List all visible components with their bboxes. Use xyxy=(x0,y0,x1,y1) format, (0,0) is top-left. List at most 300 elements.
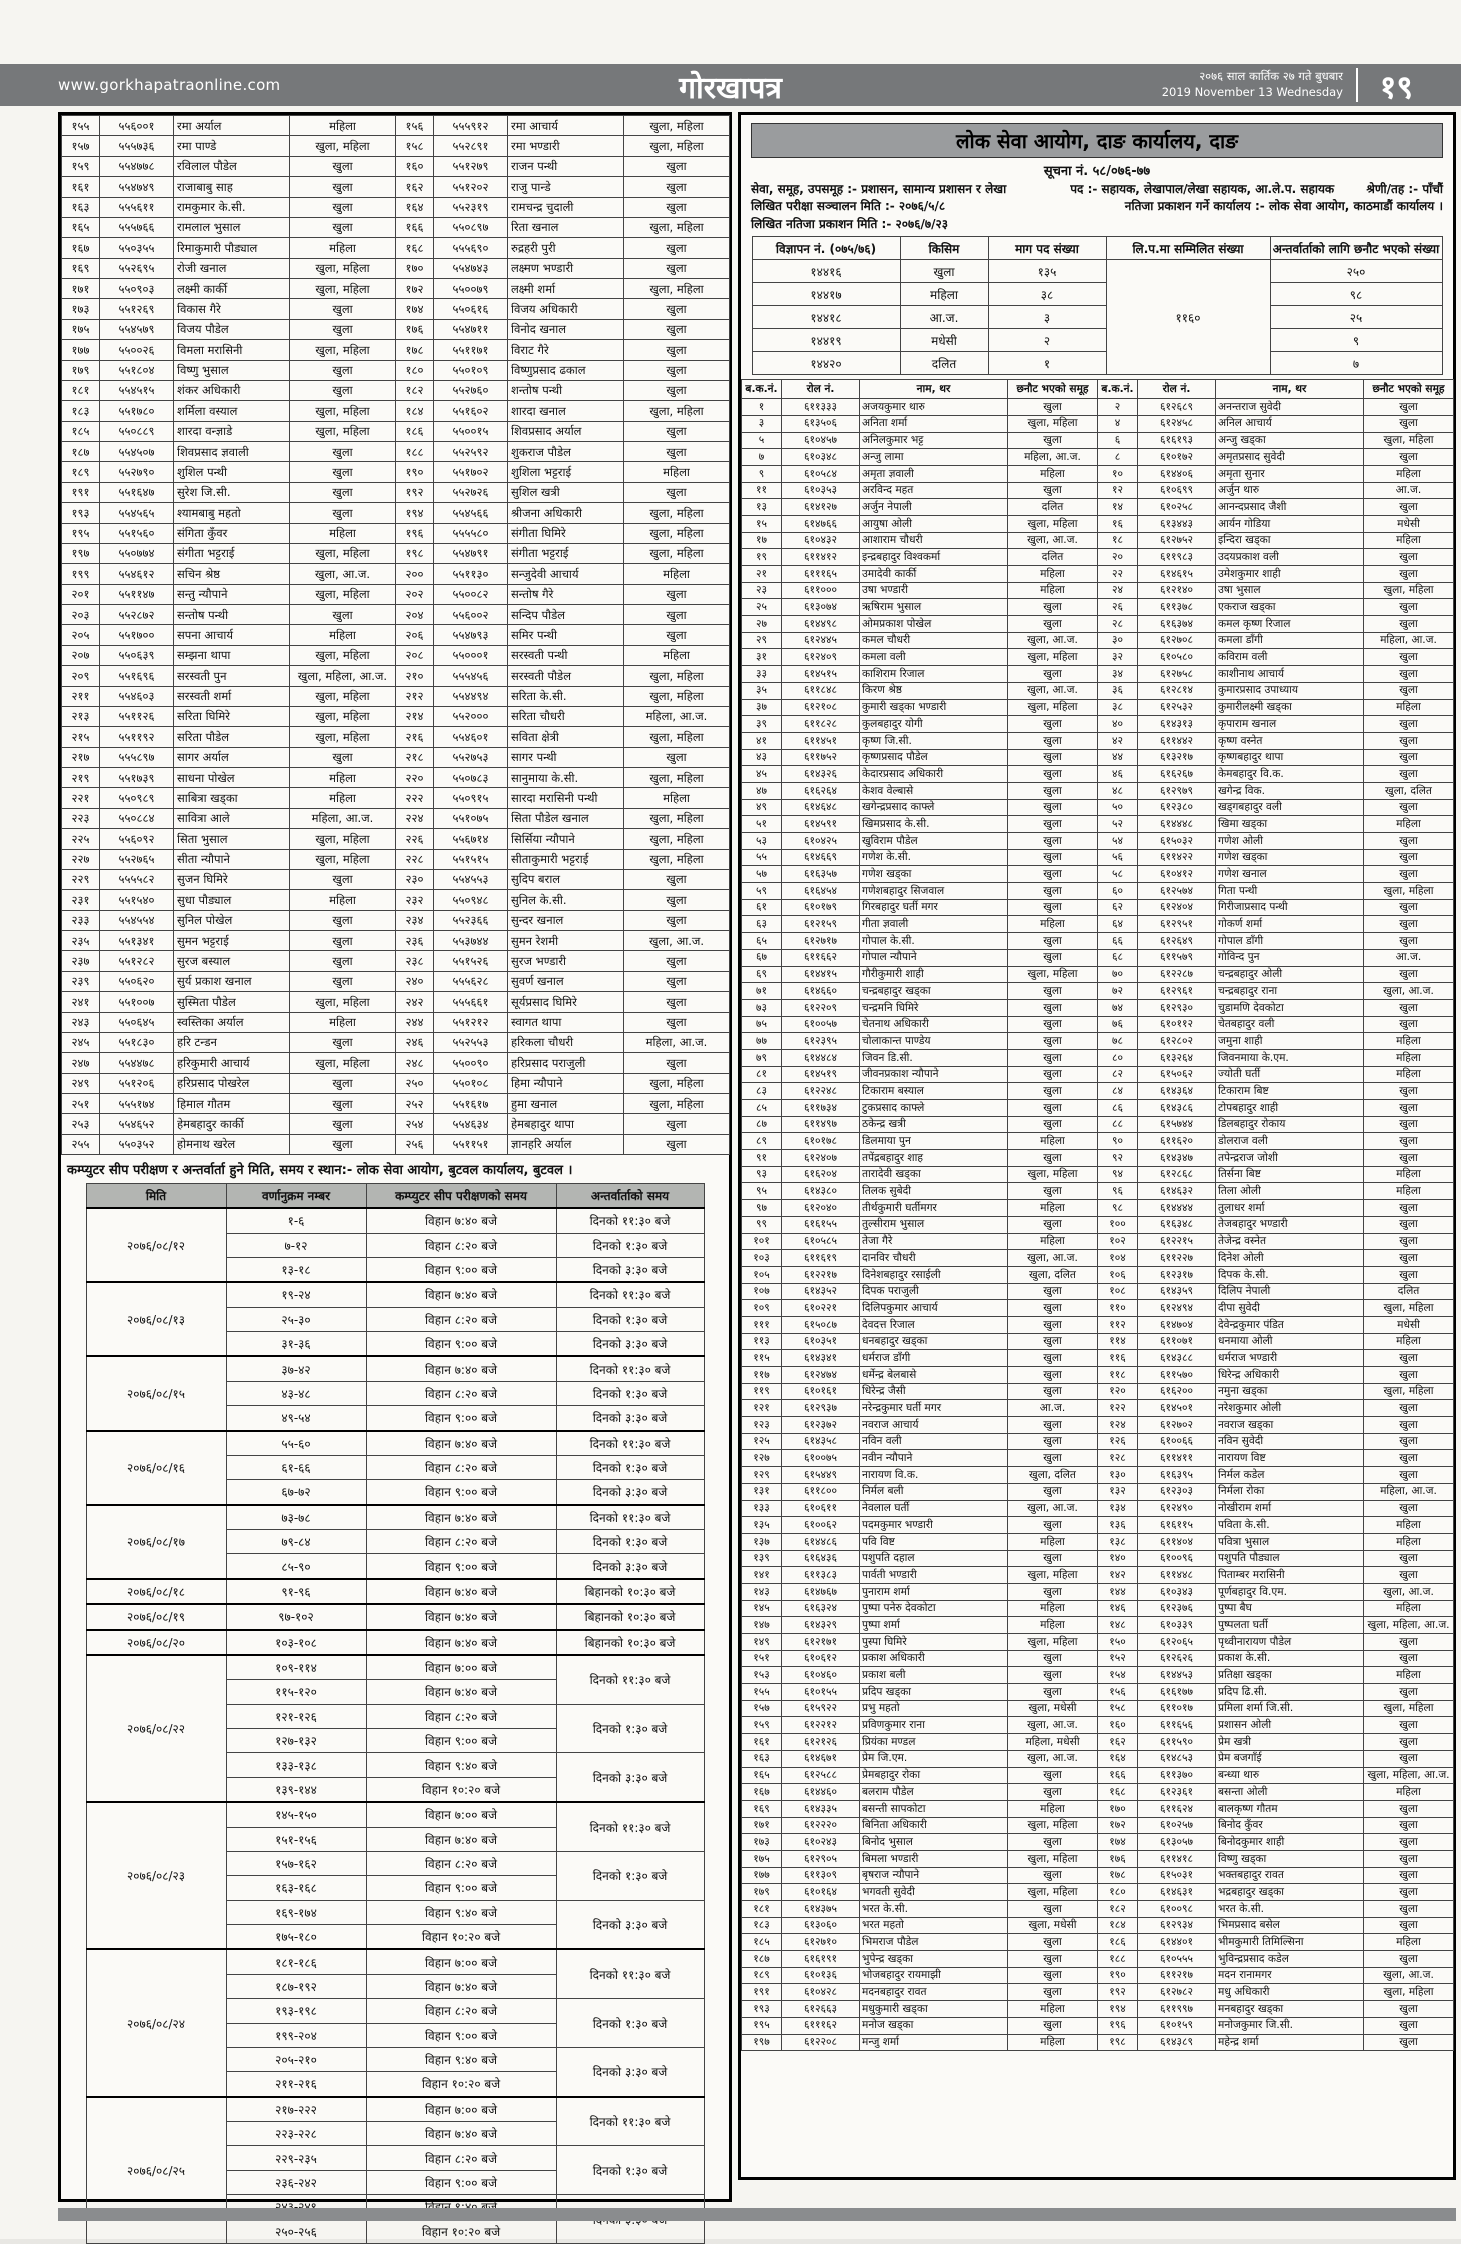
skill-test-time-cell: विहान ९:४० बजे xyxy=(366,2047,556,2071)
serial-number-cell: १९४ xyxy=(396,503,434,523)
candidate-name-cell: खुविराम पौडेल xyxy=(860,833,1008,850)
serial-number-cell: ११३ xyxy=(742,1333,782,1350)
schedule-row xyxy=(86,2097,704,2122)
candidate-name-cell: तिलक सुबेदी xyxy=(860,1183,1008,1200)
selected-group-cell: महिला xyxy=(1364,1934,1454,1951)
serial-number-cell: ११६ xyxy=(1098,1350,1138,1367)
candidate-name-cell: सुजन घिमिरे xyxy=(174,869,290,889)
candidate-name-cell: सरस्वती पुन xyxy=(174,666,290,686)
candidate-row xyxy=(742,1550,1454,1567)
selected-group-cell: खुला xyxy=(1364,599,1454,616)
roll-number-cell: ५५११३० xyxy=(434,564,508,584)
roll-number-cell: ६१२०६५ xyxy=(1138,1634,1216,1651)
selected-group-cell: खुला xyxy=(1364,1116,1454,1133)
summary-header-cell: लि.प.मा सम्मिलित संख्या xyxy=(1106,237,1270,260)
serial-number-cell: २२६ xyxy=(396,829,434,849)
roll-number-cell: ५५२५९२ xyxy=(434,442,508,462)
serial-number-cell: १३० xyxy=(1098,1467,1138,1484)
serial-number-cell: २१३ xyxy=(62,706,100,726)
skill-test-time-cell: विहान ८:२० बजे xyxy=(366,1233,556,1257)
candidate-name-cell: सिता पौडेल खनाल xyxy=(508,808,624,828)
serial-number-cell: १३१ xyxy=(742,1483,782,1500)
candidate-name-cell: कृष्णबहादुर थापा xyxy=(1216,749,1364,766)
list-header-cell: छनौट भएको समूह xyxy=(1008,380,1098,399)
candidate-name-cell: सुमन रेशमी xyxy=(508,931,624,951)
roll-number-cell: ६१०१७८ xyxy=(782,1133,860,1150)
serial-number-cell: २४९ xyxy=(62,1073,100,1093)
serial-number-cell: १९७ xyxy=(62,543,100,563)
selected-group-cell: खुला, आ.ज. xyxy=(290,564,396,584)
skill-test-time-cell: विहान ८:२० बजे xyxy=(366,2146,556,2170)
serial-number-cell: १२ xyxy=(1098,482,1138,499)
candidate-name-cell: सागर पन्थी xyxy=(508,747,624,767)
serial-number-cell: १९१ xyxy=(742,1984,782,2001)
selected-group-cell: खुला xyxy=(1008,2017,1098,2034)
candidate-name-cell: पशुपति दहाल xyxy=(860,1550,1008,1567)
serial-number-cell: १७० xyxy=(1098,1800,1138,1817)
candidate-name-cell: चन्द्रमनि घिमिरे xyxy=(860,999,1008,1016)
serial-number-cell: ६५ xyxy=(742,933,782,950)
candidate-name-cell: धनमाया ओली xyxy=(1216,1333,1364,1350)
candidate-row xyxy=(742,449,1454,466)
candidate-row xyxy=(742,566,1454,583)
serial-number-cell: १४५ xyxy=(742,1600,782,1617)
serial-number-cell: १६२ xyxy=(396,177,434,197)
summary-row xyxy=(752,306,1442,329)
roll-number-cell: ६१००९८ xyxy=(1138,1901,1216,1918)
candidate-name-cell: भोजबहादुर रायमाझी xyxy=(860,1967,1008,1984)
candidate-name-cell: गणेश के.सी. xyxy=(860,849,1008,866)
candidate-name-cell: सुनिल पोखेल xyxy=(174,910,290,930)
candidate-name-cell: हेमबहादुर कार्की xyxy=(174,1114,290,1134)
selected-group-cell: महिला xyxy=(290,116,396,136)
serial-number-cell: ३५ xyxy=(742,682,782,699)
selected-group-cell: खुला, महिला xyxy=(1364,1383,1454,1400)
candidate-name-cell: प्रदिप खड्का xyxy=(860,1684,1008,1701)
selected-group-cell: खुला xyxy=(290,156,396,176)
roll-number-cell: ५५००१५ xyxy=(434,421,508,441)
serial-number-cell: १६९ xyxy=(742,1800,782,1817)
selected-group-cell: खुला xyxy=(1364,933,1454,950)
selected-group-cell: खुला xyxy=(1364,2017,1454,2034)
candidate-name-cell: किरण श्रेष्ठ xyxy=(860,682,1008,699)
serial-number-cell: २८ xyxy=(1098,616,1138,633)
serial-number-cell: ११७ xyxy=(742,1367,782,1384)
candidate-name-cell: लक्ष्मी शर्मा xyxy=(508,279,624,299)
skill-test-time-cell: विहान ७:४० बजे xyxy=(366,2122,556,2146)
serial-number-cell: ५२ xyxy=(1098,816,1138,833)
selected-group-cell: खुला xyxy=(1364,666,1454,683)
roll-number-cell: ५५०६२० xyxy=(100,971,174,991)
serial-number-cell: १७७ xyxy=(62,340,100,360)
roll-number-cell: ५५१७०२ xyxy=(434,462,508,482)
candidate-row xyxy=(62,523,730,543)
serial-number-cell: १७५ xyxy=(742,1850,782,1867)
written-total-cell: ११६० xyxy=(1106,260,1270,375)
roll-number-cell: ६१२२४८ xyxy=(782,1083,860,1100)
selected-group-cell: आ.ज. xyxy=(1008,1400,1098,1417)
selected-group-cell: दलित xyxy=(1008,549,1098,566)
candidate-name-cell: दिनेशबहादुर रसाईली xyxy=(860,1266,1008,1283)
candidate-name-cell: आर्यन गोडिया xyxy=(1216,515,1364,532)
candidate-name-cell: नरेन्द्रकुमार घर्ती मगर xyxy=(860,1400,1008,1417)
roll-number-cell: ६१२६४९ xyxy=(1138,933,1216,950)
candidate-name-cell: हरिकुमारी आचार्य xyxy=(174,1053,290,1073)
candidate-row xyxy=(62,299,730,319)
serial-number-cell: १० xyxy=(1098,465,1138,482)
candidate-name-cell: टोपबहादुर शाही xyxy=(1216,1100,1364,1117)
roll-number-cell: ५५०००१ xyxy=(434,645,508,665)
serial-number-cell: २०० xyxy=(396,564,434,584)
selected-group-cell: खुला xyxy=(1364,1367,1454,1384)
selected-group-cell: खुला xyxy=(624,992,730,1012)
selected-group-cell: खुला xyxy=(1364,799,1454,816)
candidate-name-cell: शारदा वन्ज्ञाडे xyxy=(174,421,290,441)
schedule-date-cell: २०७६/०८/१८ xyxy=(86,1579,226,1604)
roll-number-cell: ६११७५२ xyxy=(782,749,860,766)
roll-number-cell: ६१२६२६ xyxy=(1138,1650,1216,1667)
interview-time-cell: दिनको ११:३० बजे xyxy=(556,1949,704,1998)
serial-number-cell: २४३ xyxy=(62,1012,100,1032)
selected-group-cell: खुला xyxy=(290,217,396,237)
serial-number-cell: ४९ xyxy=(742,799,782,816)
candidate-row xyxy=(742,1367,1454,1384)
candidate-name-cell: चोलाकान्त पाण्डेय xyxy=(860,1033,1008,1050)
alphabetical-range-cell: ११५-१२० xyxy=(226,1680,366,1704)
serial-number-cell: २३२ xyxy=(396,890,434,910)
schedule-row xyxy=(86,1655,704,1680)
candidate-name-cell: पूर्णबहादुर वि.एम. xyxy=(1216,1583,1364,1600)
candidate-name-cell: राजाबाबु साह xyxy=(174,177,290,197)
skill-test-time-cell: विहान ७:४० बजे xyxy=(366,1680,556,1704)
serial-number-cell: २२४ xyxy=(396,808,434,828)
selected-group-cell: खुला, आ.ज. xyxy=(1008,1500,1098,1517)
candidate-row xyxy=(742,949,1454,966)
serial-number-cell: २४७ xyxy=(62,1053,100,1073)
serial-number-cell: १४१ xyxy=(742,1567,782,1584)
serial-number-cell: २१० xyxy=(396,666,434,686)
roll-number-cell: ६१०६११ xyxy=(782,1500,860,1517)
alphabetical-range-cell: १८१-१८६ xyxy=(226,1949,366,1974)
serial-number-cell: ६९ xyxy=(742,966,782,983)
serial-number-cell: ३० xyxy=(1098,632,1138,649)
serial-number-cell: १०९ xyxy=(742,1300,782,1317)
serial-number-cell: २२८ xyxy=(396,849,434,869)
selected-group-cell: खुला, महिला xyxy=(624,768,730,788)
roll-number-cell: ६११८२८ xyxy=(782,716,860,733)
serial-number-cell: १७२ xyxy=(396,279,434,299)
roll-number-cell: ५५१२८२ xyxy=(100,951,174,971)
candidate-row xyxy=(742,1750,1454,1767)
roll-number-cell: ६१२२२० xyxy=(782,1817,860,1834)
bottom-rule xyxy=(58,2208,1456,2221)
selected-group-cell: खुला xyxy=(1364,566,1454,583)
selected-group-cell: खुला xyxy=(624,1134,730,1154)
roll-number-cell: ६११४०४ xyxy=(1138,1533,1216,1550)
candidate-name-cell: महेन्द्र शर्मा xyxy=(1216,2034,1364,2051)
roll-number-cell: ६१००६६ xyxy=(1138,1433,1216,1450)
candidate-row xyxy=(742,1784,1454,1801)
roll-number-cell: ६११०१७ xyxy=(1138,1700,1216,1717)
candidate-name-cell: पवि विष्ट xyxy=(860,1533,1008,1550)
selected-group-cell: खुला xyxy=(624,421,730,441)
roll-number-cell: ६१०३५१ xyxy=(782,1333,860,1350)
candidate-row xyxy=(742,632,1454,649)
schedule-row xyxy=(86,1802,704,1827)
candidate-row xyxy=(742,983,1454,1000)
candidate-name-cell: कुलबहादुर योगी xyxy=(860,716,1008,733)
roll-number-cell: ५५४७७८ xyxy=(100,156,174,176)
selected-group-cell: खुला, महिला xyxy=(624,401,730,421)
candidate-row xyxy=(742,1483,1454,1500)
serial-number-cell: ५६ xyxy=(1098,849,1138,866)
selected-group-cell: खुला, महिला xyxy=(290,849,396,869)
candidate-name-cell: सुनिल के.सी. xyxy=(508,890,624,910)
shortlisted-cell: ७ xyxy=(1270,352,1442,375)
selected-group-cell: खुला, महिला xyxy=(1364,1700,1454,1717)
candidate-row xyxy=(742,1233,1454,1250)
roll-number-cell: ५५४७९३ xyxy=(434,625,508,645)
selected-group-cell: महिला xyxy=(624,564,730,584)
interview-time-cell: दिनको ३:३० बजे xyxy=(556,1332,704,1357)
roll-number-cell: ६१४६३१ xyxy=(1138,1884,1216,1901)
candidate-name-cell: जिवन डि.सी. xyxy=(860,1049,1008,1066)
roll-number-cell: ५५४७९१ xyxy=(434,543,508,563)
roll-number-cell: ५५३७४४ xyxy=(434,931,508,951)
candidate-name-cell: गिरबहादुर घर्ती मगर xyxy=(860,899,1008,916)
candidate-row xyxy=(742,2001,1454,2018)
selected-group-cell: महिला xyxy=(290,1012,396,1032)
selected-group-cell: खुला xyxy=(624,360,730,380)
selected-group-cell: खुला, महिला xyxy=(290,706,396,726)
selected-group-cell: खुला xyxy=(1008,1150,1098,1167)
candidate-row xyxy=(62,238,730,258)
roll-number-cell: ५५४७४३ xyxy=(434,258,508,278)
candidate-name-cell: गोविन्द पुन xyxy=(1216,949,1364,966)
candidate-row xyxy=(742,1417,1454,1434)
interview-time-cell: दिनको ११:३० बजे xyxy=(556,1208,704,1233)
serial-number-cell: १७४ xyxy=(1098,1834,1138,1851)
candidate-name-cell: प्रेम खत्री xyxy=(1216,1734,1364,1751)
summary-header-cell: माग पद संख्या xyxy=(988,237,1106,260)
serial-number-cell: १८१ xyxy=(62,380,100,400)
skill-test-time-cell: विहान ७:४० बजे xyxy=(366,1974,556,1998)
candidate-name-cell: सम्झना थापा xyxy=(174,645,290,665)
candidate-row xyxy=(742,2034,1454,2051)
roll-number-cell: ५५१६४७ xyxy=(100,482,174,502)
serial-number-cell: १६९ xyxy=(62,258,100,278)
interview-time-cell: दिनको १:३० बजे xyxy=(556,1307,704,1331)
issue-date xyxy=(1162,69,1343,100)
roll-number-cell: ६१४३८९ xyxy=(1138,2034,1216,2051)
candidate-row xyxy=(742,432,1454,449)
serial-number-cell: २३ xyxy=(742,582,782,599)
selected-group-cell: खुला xyxy=(1008,1967,1098,1984)
selected-group-cell: खुला xyxy=(1364,1901,1454,1918)
candidate-name-cell: स्वस्तिका अर्याल xyxy=(174,1012,290,1032)
candidate-name-cell: पुष्पा बैघ xyxy=(1216,1600,1364,1617)
serial-number-cell: २१६ xyxy=(396,727,434,747)
selected-group-cell: खुला, महिला xyxy=(624,523,730,543)
candidate-name-cell: मन्जु शर्मा xyxy=(860,2034,1008,2051)
roll-number-cell: ६१००९६ xyxy=(1138,1550,1216,1567)
skill-test-time-cell: विहान ९:४० बजे xyxy=(366,1900,556,1924)
roll-number-cell: ६१५०८७ xyxy=(782,1316,860,1333)
candidate-row xyxy=(742,1433,1454,1450)
alphabetical-range-cell: १५१-१५६ xyxy=(226,1827,366,1851)
schedule-note: कम्प्युटर सीप परीक्षण र अन्तर्वार्ता हुने मिति, समय र स्थान:- लोक सेवा आयोग, बुटवल कार्यालय, बुटवल । xyxy=(67,1163,573,1179)
selected-group-cell: महिला xyxy=(1008,1200,1098,1217)
selected-group-cell: महिला xyxy=(1364,1533,1454,1550)
serial-number-cell: ६० xyxy=(1098,883,1138,900)
alphabetical-range-cell: १३३-१३८ xyxy=(226,1753,366,1777)
selected-group-cell: खुला, आ.ज. xyxy=(1364,983,1454,1000)
alphabetical-range-cell: ७९-८४ xyxy=(226,1530,366,1554)
serial-number-cell: १७ xyxy=(742,532,782,549)
roll-number-cell: ६१४६६० xyxy=(782,983,860,1000)
selected-group-cell: खुला xyxy=(290,360,396,380)
roll-number-cell: ६१२२०९ xyxy=(782,999,860,1016)
serial-number-cell: १९२ xyxy=(396,482,434,502)
alphabetical-range-cell: ७३-७८ xyxy=(226,1505,366,1530)
serial-number-cell: ५ xyxy=(742,432,782,449)
candidate-name-cell: कृष्णप्रसाद पौडेल xyxy=(860,749,1008,766)
candidate-name-cell: गणेश खड्का xyxy=(860,866,1008,883)
serial-number-cell: १८७ xyxy=(62,442,100,462)
roll-number-cell: ६१२९३७ xyxy=(782,1400,860,1417)
serial-number-cell: १८६ xyxy=(396,421,434,441)
skill-test-time-cell: विहान ९:०० बजे xyxy=(366,1257,556,1282)
selected-group-cell: खुला xyxy=(1364,1200,1454,1217)
roll-number-cell: ५५१२६९ xyxy=(100,299,174,319)
serial-number-cell: ११० xyxy=(1098,1300,1138,1317)
candidate-name-cell: दिलिप नेपाली xyxy=(1216,1283,1364,1300)
candidate-name-cell: भरत महतो xyxy=(860,1917,1008,1934)
candidate-row xyxy=(742,1283,1454,1300)
candidate-name-cell: सुस्मिता पौडेल xyxy=(174,992,290,1012)
interview-time-cell: दिनको ११:३० बजे xyxy=(556,1505,704,1530)
skill-test-time-cell: विहान १०:२० बजे xyxy=(366,2219,556,2243)
roll-number-cell: ६१०४५७ xyxy=(782,432,860,449)
serial-number-cell: २२५ xyxy=(62,829,100,849)
summary-header-cell: विज्ञापन नं. (०७५/७६) xyxy=(752,237,900,260)
posts-cell: ३८ xyxy=(988,283,1106,306)
candidate-name-cell: गौरीकुमारी शाही xyxy=(860,966,1008,983)
serial-number-cell: १२१ xyxy=(742,1400,782,1417)
candidate-row xyxy=(62,156,730,176)
roll-number-cell: ६१०२५७ xyxy=(1138,1817,1216,1834)
candidate-row xyxy=(742,1917,1454,1934)
serial-number-cell: १०२ xyxy=(1098,1233,1138,1250)
alphabetical-range-cell: २११-२१६ xyxy=(226,2072,366,2097)
roll-number-cell: ६१०४२८ xyxy=(782,1984,860,2001)
roll-number-cell: ५५५६११ xyxy=(100,197,174,217)
roll-number-cell: ५५२७६५ xyxy=(100,849,174,869)
serial-number-cell: ७९ xyxy=(742,1049,782,1066)
interview-time-cell: दिनको १:३० बजे xyxy=(556,1999,704,2048)
candidate-name-cell: सुशिल खत्री xyxy=(508,482,624,502)
candidate-name-cell: हेमबहादुर थापा xyxy=(508,1114,624,1134)
serial-number-cell: १५४ xyxy=(1098,1667,1138,1684)
serial-number-cell: १७५ xyxy=(62,319,100,339)
selected-group-cell: खुला, महिला xyxy=(624,666,730,686)
candidate-row xyxy=(62,380,730,400)
serial-number-cell: २१९ xyxy=(62,768,100,788)
candidate-row xyxy=(62,1012,730,1032)
roll-number-cell: ५५१६१७ xyxy=(434,1094,508,1114)
candidate-row xyxy=(742,1834,1454,1851)
roll-number-cell: ६११५७९ xyxy=(1138,949,1216,966)
serial-number-cell: ७२ xyxy=(1098,983,1138,1000)
roll-number-cell: ५५२७५३ xyxy=(434,747,508,767)
roll-number-cell: ५५२६९५ xyxy=(100,258,174,278)
selected-group-cell: महिला xyxy=(1364,1517,1454,1534)
candidate-name-cell: तपेन्द्रराज जोशी xyxy=(1216,1150,1364,1167)
candidate-name-cell: भुपेन्द्र खड्का xyxy=(860,1951,1008,1968)
serial-number-cell: १८९ xyxy=(62,462,100,482)
roll-number-cell: ६१२३७२ xyxy=(782,1417,860,1434)
selected-group-cell: महिला xyxy=(1364,1033,1454,1050)
selected-group-cell: खुला xyxy=(1364,649,1454,666)
roll-number-cell: ६१२८१४ xyxy=(1138,682,1216,699)
candidate-row xyxy=(742,849,1454,866)
serial-number-cell: १८० xyxy=(1098,1884,1138,1901)
selected-group-cell: खुला xyxy=(1364,1150,1454,1167)
serial-number-cell: ७३ xyxy=(742,999,782,1016)
alphabetical-range-cell: २०५-२१० xyxy=(226,2047,366,2071)
selected-group-cell: महिला xyxy=(1364,1784,1454,1801)
serial-number-cell: २३५ xyxy=(62,931,100,951)
selected-group-cell: खुला xyxy=(1364,732,1454,749)
selected-group-cell: खुला xyxy=(290,177,396,197)
candidate-name-cell: सचिन श्रेष्ठ xyxy=(174,564,290,584)
serial-number-cell: ९५ xyxy=(742,1183,782,1200)
candidate-name-cell: उषा भण्डारी xyxy=(860,582,1008,599)
candidate-name-cell: शारदा खनाल xyxy=(508,401,624,421)
serial-number-cell: ७ xyxy=(742,449,782,466)
serial-number-cell: १९६ xyxy=(1098,2017,1138,2034)
serial-number-cell: ७० xyxy=(1098,966,1138,983)
selected-group-cell: खुला, महिला xyxy=(1008,966,1098,983)
roll-number-cell: ६१२१७१ xyxy=(782,1634,860,1651)
selected-group-cell: महिला xyxy=(624,645,730,665)
serial-number-cell: ९९ xyxy=(742,1216,782,1233)
candidate-name-cell: बसन्ती सापकोटा xyxy=(860,1800,1008,1817)
selected-group-cell: खुला xyxy=(1008,883,1098,900)
shortlisted-cell: ९८ xyxy=(1270,283,1442,306)
candidate-row xyxy=(742,1951,1454,1968)
roll-number-cell: ६११४४२ xyxy=(1138,732,1216,749)
serial-number-cell: १९३ xyxy=(742,2001,782,2018)
masthead-title: गोरखापत्र xyxy=(679,71,782,106)
candidate-row xyxy=(742,1533,1454,1550)
selected-group-cell: महिला, आ.ज. xyxy=(290,808,396,828)
selected-group-cell: खुला, महिला xyxy=(624,849,730,869)
roll-number-cell: ५५५४५६ xyxy=(434,666,508,686)
candidate-name-cell: ठकेन्द्र खत्री xyxy=(860,1116,1008,1133)
candidate-name-cell: उमेशकुमार शाही xyxy=(1216,566,1364,583)
candidate-name-cell: अमृता सुनार xyxy=(1216,465,1364,482)
notice-number: सूचना नं. ५८/०७६-७७ xyxy=(1043,164,1151,179)
selected-group-cell: महिला xyxy=(1008,465,1098,482)
selected-group-cell: महिला xyxy=(1364,1066,1454,1083)
serial-number-cell: २१ xyxy=(742,566,782,583)
serial-number-cell: २२१ xyxy=(62,788,100,808)
candidate-row xyxy=(742,1667,1454,1684)
roll-number-cell: ६१०१७२ xyxy=(1138,449,1216,466)
candidate-name-cell: सिता भुसाल xyxy=(174,829,290,849)
selected-group-cell: खुला, महिला xyxy=(624,503,730,523)
